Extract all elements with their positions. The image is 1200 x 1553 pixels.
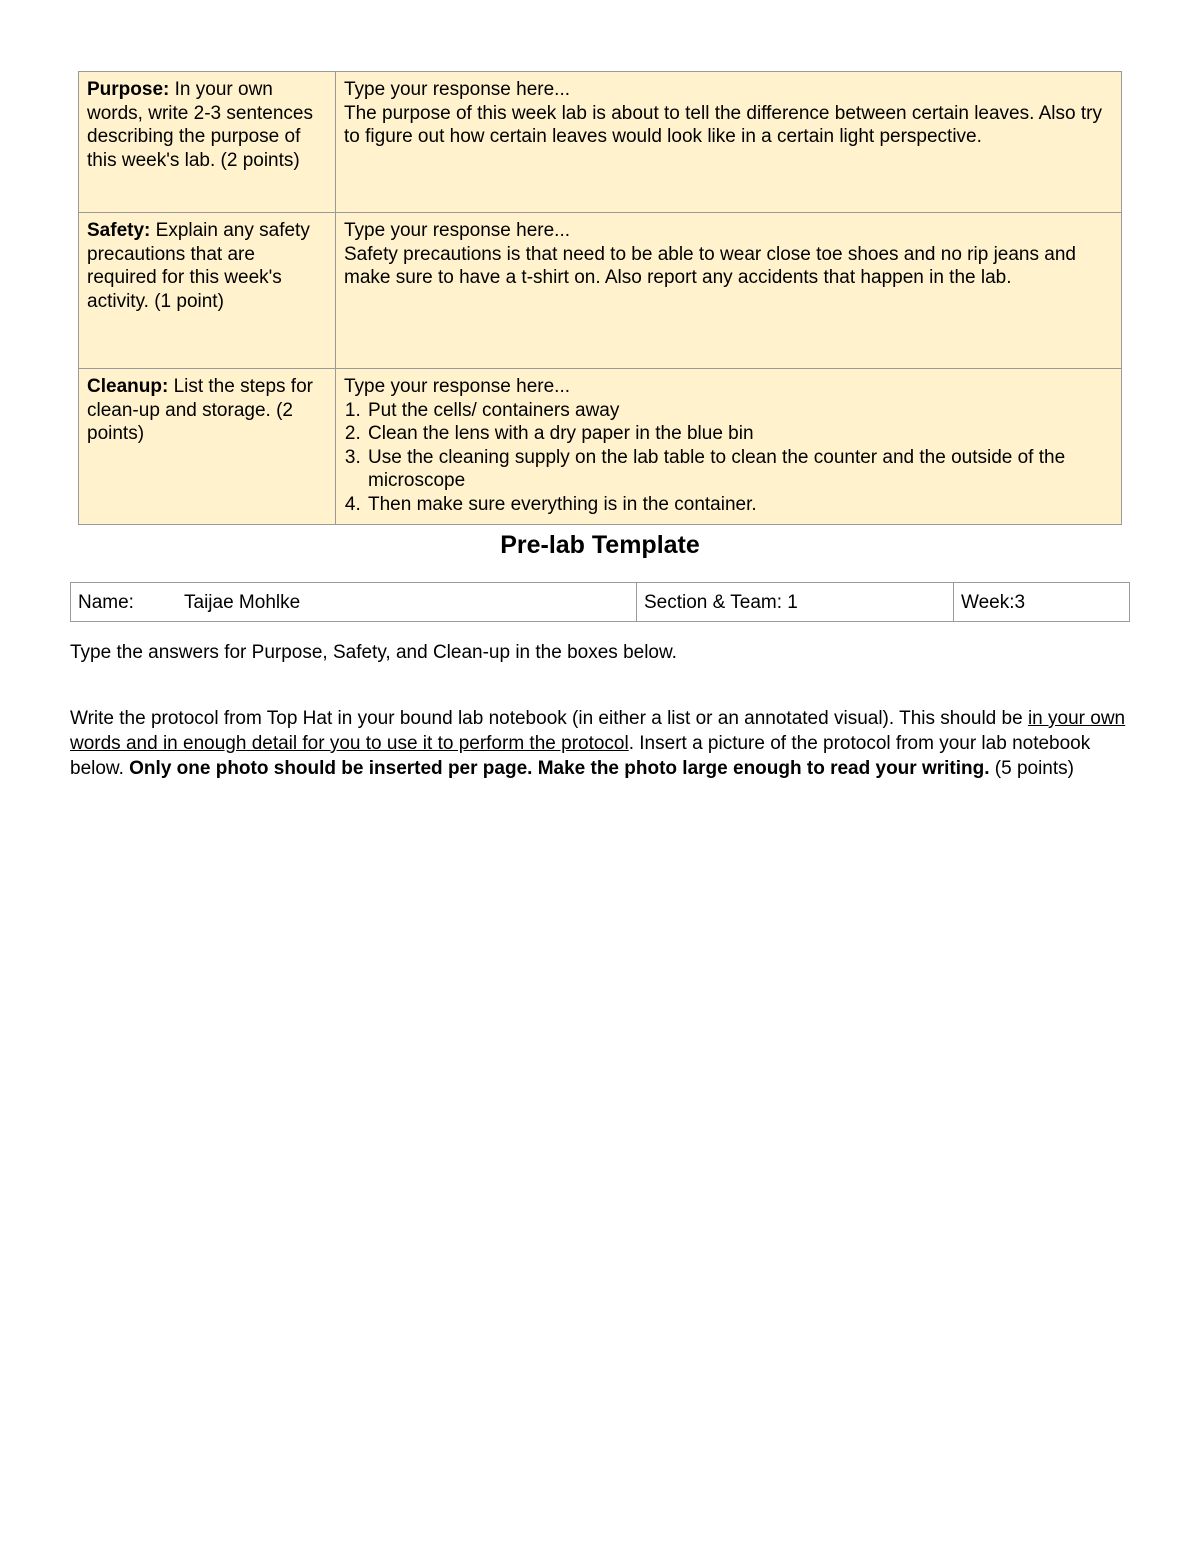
student-info-row <box>71 583 1130 622</box>
section-team-cell[interactable]: Section & Team: 1 <box>637 583 954 622</box>
student-info-table <box>70 582 1130 622</box>
safety-row <box>79 213 1122 369</box>
purpose-answer: The purpose of this week lab is about to tell the difference between certain leaves. Also try to figure out how certain leaves would look like in a certain light perspective. <box>344 102 1102 147</box>
safety-response-cell[interactable] <box>336 213 1122 369</box>
purpose-prompt-cell <box>79 72 336 213</box>
cleanup-step: 2. Clean the lens with a dry paper in the blue bin <box>366 422 1113 446</box>
protocol-instructions <box>70 706 1132 781</box>
name-cell[interactable] <box>71 583 637 622</box>
purpose-instructions: In your own words, write 2-3 sentences describing the purpose of this week's lab. (2 points) <box>87 79 313 171</box>
protocol-text-start: Write the protocol from Top Hat in your bound lab notebook (in either a list or an annotated visual). This should be <box>70 708 1028 729</box>
cleanup-step: 4. Then make sure everything is in the container. <box>366 493 1113 517</box>
prelab-questions-table <box>78 71 1122 525</box>
purpose-row <box>79 72 1122 213</box>
cleanup-prompt-cell <box>79 369 336 525</box>
safety-instructions: Explain any safety precautions that are required for this week's activity. (1 point) <box>87 220 310 312</box>
safety-label: Safety: <box>87 220 151 241</box>
page-title: Pre-lab Template <box>500 531 700 559</box>
safety-placeholder: Type your response here... <box>344 220 571 241</box>
protocol-bold-text: Only one photo should be inserted per page. Make the photo large enough to read your writing. <box>129 758 990 779</box>
safety-prompt-cell <box>79 213 336 369</box>
name-value: Taijae Mohlke <box>184 592 301 613</box>
purpose-label: Purpose: <box>87 79 170 100</box>
cleanup-label: Cleanup: <box>87 376 169 397</box>
cleanup-step: 1. Put the cells/ containers away <box>366 399 1113 423</box>
cleanup-step: 3. Use the cleaning supply on the lab table to clean the counter and the outside of the microscope <box>366 446 1113 493</box>
safety-answer: Safety precautions is that need to be able to wear close toe shoes and no rip jeans and make sure to have a t-shirt on. Also report any accidents that happen in the lab. <box>344 243 1076 288</box>
protocol-points: (5 points) <box>989 758 1074 779</box>
purpose-placeholder: Type your response here... <box>344 79 571 100</box>
cleanup-steps-list <box>344 399 1113 517</box>
cleanup-instructions: List the steps for clean-up and storage. (2 points) <box>87 376 313 444</box>
cleanup-placeholder: Type your response here... <box>344 376 571 397</box>
name-label: Name: <box>78 592 134 613</box>
week-cell[interactable]: Week:3 <box>954 583 1130 622</box>
cleanup-response-cell[interactable] <box>336 369 1122 525</box>
cleanup-row <box>79 369 1122 525</box>
protocol-underlined-text: in your own words and in enough detail for you to use it to perform the protocol <box>70 708 1126 754</box>
instructions-line: Type the answers for Purpose, Safety, and Clean-up in the boxes below. <box>70 642 677 663</box>
protocol-text-middle: . Insert a picture of the protocol from your lab notebook below. <box>70 733 1091 779</box>
purpose-response-cell[interactable] <box>336 72 1122 213</box>
